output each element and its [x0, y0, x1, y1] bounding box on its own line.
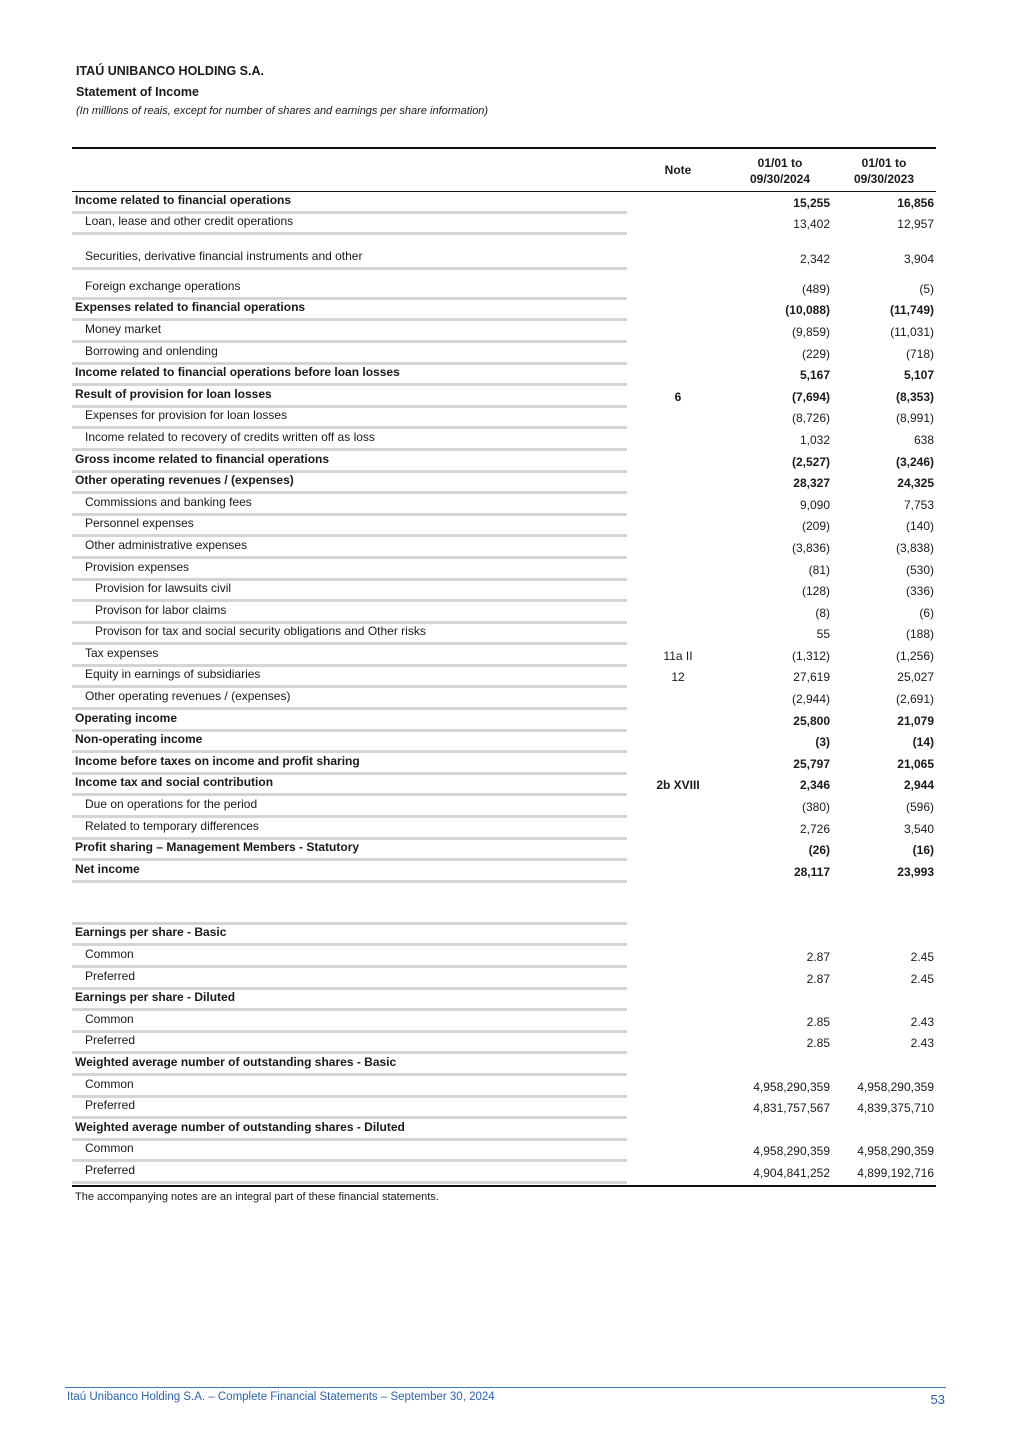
row-value-2023: 2.43 [910, 1014, 934, 1029]
column-header-2023-line2: 09/30/2023 [853, 172, 915, 186]
table-row [72, 818, 936, 840]
row-label: Common [72, 1141, 627, 1162]
table-row [72, 1076, 936, 1098]
table-row [72, 300, 936, 322]
row-value-2023: 638 [913, 432, 934, 447]
row-value-2023: 2,944 [903, 778, 934, 793]
footer-text: Itaú Unibanco Holding S.A. – Complete Financial Statements – September 30, 2024 [67, 1391, 495, 1403]
income-statement-table [72, 147, 936, 1203]
row-label: Common [72, 1077, 627, 1098]
table-row [72, 667, 936, 689]
row-value-2023: 2.45 [910, 971, 934, 986]
row-value-2024: (128) [801, 584, 830, 599]
table-row [72, 624, 936, 646]
footer-rule [65, 1387, 946, 1388]
row-value-2023: (14) [912, 735, 934, 750]
table-row [72, 278, 936, 300]
row-value-2024: (81) [808, 562, 830, 577]
row-label: Loan, lease and other credit operations [72, 214, 627, 235]
row-value-2023: (530) [905, 562, 934, 577]
row-value-2023: (1,256) [895, 648, 934, 663]
row-value-2024: (9,859) [791, 324, 830, 339]
row-value-2024: (3,836) [791, 540, 830, 555]
table-row [72, 235, 936, 278]
row-value-2024: 2.85 [806, 1036, 830, 1051]
row-value-2023: 2.43 [910, 1036, 934, 1051]
row-value-2024: 28,117 [793, 864, 830, 879]
row-value-2024: 4,831,757,567 [753, 1101, 830, 1116]
row-value-2023: (5) [919, 281, 934, 296]
column-header-2024-line2: 09/30/2024 [749, 172, 811, 186]
row-value-2023: (3,838) [895, 540, 934, 555]
table-row [72, 990, 936, 1012]
table-row [72, 494, 936, 516]
table-row [72, 1141, 936, 1163]
row-value-2023: (6) [919, 605, 934, 620]
row-label: Result of provision for loan losses [72, 387, 627, 408]
row-value-2023: 5,107 [903, 368, 934, 383]
row-label: Gross income related to financial operations [72, 452, 627, 473]
row-value-2023: 4,899,192,716 [857, 1165, 934, 1180]
row-label: Provision for lawsuits civil [72, 581, 627, 602]
row-value-2024: 2,346 [799, 778, 830, 793]
page-number: 53 [930, 1392, 945, 1407]
table-row [72, 1033, 936, 1055]
row-value-2024: 2.85 [806, 1014, 830, 1029]
row-value-2024: 28,327 [793, 476, 830, 491]
row-label: Income before taxes on income and profit sharing [72, 754, 627, 775]
table-row [72, 516, 936, 538]
row-label: Tax expenses [72, 646, 627, 667]
row-value-2024: 2.87 [806, 950, 830, 964]
table-row [72, 688, 936, 710]
row-label: Weighted average number of outstanding shares - Basic [72, 1055, 627, 1076]
table-row [72, 602, 936, 624]
row-label: Preferred [72, 1163, 627, 1184]
statement-title: Statement of Income [76, 85, 199, 99]
row-value-2024: 25,800 [793, 713, 830, 728]
table-row [72, 925, 936, 947]
row-value-2023: 3,904 [903, 252, 934, 267]
row-label: Weighted average number of outstanding shares - Diluted [72, 1120, 627, 1141]
row-value-2024: (2,527) [791, 454, 830, 469]
row-value-2024: 5,167 [799, 368, 830, 383]
table-row [72, 559, 936, 581]
table-bottom-rule [72, 1185, 936, 1187]
row-value-2023: (8,991) [895, 411, 934, 426]
row-label: Common [72, 1012, 627, 1033]
column-header-2023 [834, 155, 934, 187]
row-value-2023: (596) [905, 800, 934, 815]
table-row [72, 537, 936, 559]
row-value-2024: 2,726 [799, 821, 830, 836]
row-label: Common [72, 947, 627, 968]
row-value-2024: (489) [801, 281, 830, 296]
row-note: 2b XVIII [656, 778, 700, 793]
row-label: Preferred [72, 1033, 627, 1054]
row-value-2024: 55 [816, 627, 830, 642]
table-row [72, 796, 936, 818]
row-value-2024: 1,032 [799, 432, 830, 447]
table-row [72, 321, 936, 343]
row-value-2023: 23,993 [897, 864, 934, 879]
row-value-2024: 2.87 [806, 971, 830, 986]
row-label: Expenses for provision for loan losses [72, 408, 627, 429]
row-label: Other administrative expenses [72, 538, 627, 559]
row-value-2023: 2.45 [910, 950, 934, 964]
row-note: 6 [674, 389, 682, 404]
row-label: Operating income [72, 711, 627, 732]
row-label: Income tax and social contribution [72, 775, 627, 796]
row-label: Earnings per share - Basic [72, 925, 627, 946]
row-label: Preferred [72, 969, 627, 990]
table-row [72, 365, 936, 387]
column-header-2024-line1: 01/01 to [757, 156, 803, 170]
row-value-2024: (229) [801, 346, 830, 361]
row-label: Earnings per share - Diluted [72, 990, 627, 1011]
row-label: Preferred [72, 1098, 627, 1119]
row-label: Expenses related to financial operations [72, 300, 627, 321]
row-value-2024: (8) [815, 605, 830, 620]
row-note: 11a II [663, 648, 693, 663]
row-value-2023: 24,325 [897, 476, 934, 491]
row-value-2024: 2,342 [799, 252, 830, 267]
row-value-2023: 16,856 [897, 195, 934, 210]
row-value-2023: (11,031) [890, 324, 934, 339]
row-value-2023: 4,958,290,359 [857, 1079, 934, 1094]
row-value-2023: (140) [905, 519, 934, 534]
row-label: Provison for tax and social security obligations and Other risks [72, 624, 627, 645]
row-value-2024: (380) [801, 800, 830, 815]
table-spacer [72, 883, 936, 922]
row-value-2023: (3,246) [895, 454, 934, 469]
row-label: Due on operations for the period [72, 797, 627, 818]
table-footnote: The accompanying notes are an integral part of these financial statements. [75, 1190, 439, 1203]
table-row [72, 429, 936, 451]
statement-subtitle: (In millions of reais, except for number of shares and earnings per share information) [76, 105, 489, 117]
row-value-2024: 13,402 [793, 217, 830, 232]
company-name: ITAÚ UNIBANCO HOLDING S.A. [76, 64, 264, 78]
row-label: Money market [72, 322, 627, 343]
row-value-2024: 25,797 [793, 756, 830, 771]
table-row [72, 473, 936, 495]
table-row [72, 581, 936, 603]
row-label: Related to temporary differences [72, 819, 627, 840]
table-row [72, 214, 936, 236]
row-label: Profit sharing – Management Members - Statutory [72, 840, 627, 861]
row-value-2024: (1,312) [791, 648, 830, 663]
table-row [72, 753, 936, 775]
row-value-2023: 21,079 [897, 713, 934, 728]
table-row [72, 946, 936, 968]
table-row [72, 386, 936, 408]
row-label: Income related to recovery of credits written off as loss [72, 430, 627, 451]
row-label: Other operating revenues / (expenses) [72, 689, 627, 710]
table-row [72, 840, 936, 862]
row-value-2023: 4,839,375,710 [857, 1101, 934, 1116]
row-value-2024: (3) [815, 735, 830, 750]
row-value-2023: 3,540 [903, 821, 934, 836]
row-label: Commissions and banking fees [72, 495, 627, 516]
row-value-2024: (2,944) [791, 692, 830, 707]
row-value-2024: 15,255 [793, 195, 830, 210]
row-label: Non-operating income [72, 732, 627, 753]
row-value-2023: (8,353) [895, 389, 934, 404]
row-value-2023: (2,691) [895, 692, 934, 707]
row-value-2023: 21,065 [897, 756, 934, 771]
column-header-2024 [730, 155, 830, 187]
table-row [72, 1054, 936, 1076]
row-value-2023: 4,958,290,359 [857, 1144, 934, 1159]
table-row [72, 775, 936, 797]
table-row [72, 451, 936, 473]
column-header-2023-line1: 01/01 to [861, 156, 907, 170]
row-note: 12 [671, 670, 685, 685]
row-value-2023: (336) [905, 584, 934, 599]
row-value-2024: 4,958,290,359 [753, 1079, 830, 1094]
row-label: Net income [72, 862, 627, 883]
table-row [72, 1162, 936, 1184]
row-value-2024: (10,088) [785, 303, 830, 318]
row-label: Other operating revenues / (expenses) [72, 473, 627, 494]
row-label: Borrowing and onlending [72, 344, 627, 365]
row-value-2023: (16) [912, 843, 934, 858]
table-row [72, 1098, 936, 1120]
row-label: Income related to financial operations [72, 193, 627, 214]
row-label: Income related to financial operations before loan losses [72, 365, 627, 386]
table-row [72, 732, 936, 754]
row-value-2023: 25,027 [897, 670, 934, 685]
row-value-2023: (188) [905, 627, 934, 642]
row-value-2024: 4,904,841,252 [753, 1165, 830, 1180]
row-value-2024: (26) [808, 843, 830, 858]
row-label: Provision expenses [72, 560, 627, 581]
row-value-2024: 27,619 [793, 670, 830, 685]
table-row [72, 645, 936, 667]
column-header-note: Note [664, 163, 692, 177]
row-value-2024: (209) [801, 519, 830, 534]
document-header [76, 64, 488, 117]
table-row [72, 968, 936, 990]
row-value-2024: 9,090 [799, 497, 830, 512]
table-row [72, 710, 936, 732]
row-value-2024: (8,726) [791, 411, 830, 426]
row-label: Securities, derivative financial instruments and other [72, 249, 627, 270]
row-value-2023: 12,957 [897, 217, 934, 232]
table-row [72, 192, 936, 214]
table-row [72, 408, 936, 430]
row-label: Equity in earnings of subsidiaries [72, 667, 627, 688]
table-row [72, 861, 936, 883]
row-value-2024: 4,958,290,359 [753, 1144, 830, 1159]
row-label: Provison for labor claims [72, 603, 627, 624]
table-row [72, 1011, 936, 1033]
row-value-2023: 7,753 [903, 497, 934, 512]
row-value-2023: (718) [905, 346, 934, 361]
row-label: Personnel expenses [72, 516, 627, 537]
row-value-2023: (11,749) [889, 303, 934, 318]
table-row [72, 343, 936, 365]
table-row [72, 1119, 936, 1141]
table-header [72, 149, 936, 191]
row-value-2024: (7,694) [791, 389, 830, 404]
row-label: Foreign exchange operations [72, 279, 627, 300]
